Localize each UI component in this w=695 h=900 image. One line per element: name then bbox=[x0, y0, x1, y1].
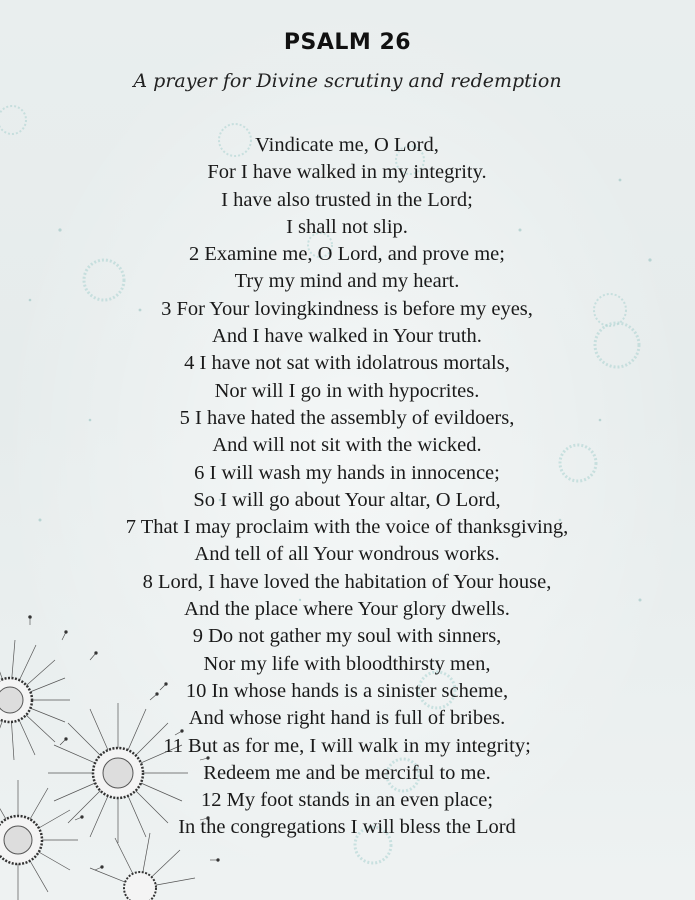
verse-line: Nor will I go in with hypocrites. bbox=[214, 379, 480, 402]
verse-line: So I will go about Your altar, O Lord, bbox=[193, 488, 501, 511]
verse-line: 10 In whose hands is a sinister scheme, bbox=[185, 679, 509, 702]
verse-line: 5 I have hated the assembly of evildoers, bbox=[179, 406, 515, 429]
verse-line: 3 For Your lovingkindness is before my eyes, bbox=[161, 297, 533, 320]
verse-line: Try my mind and my heart. bbox=[234, 270, 460, 293]
verse-line: And will not sit with the wicked. bbox=[212, 434, 482, 457]
verse-line: For I have walked in my integrity. bbox=[207, 161, 487, 184]
verse-line: Nor my life with bloodthirsty men, bbox=[203, 652, 491, 675]
verse-line: 6 I will wash my hands in innocence; bbox=[194, 461, 500, 484]
verse-line: Vindicate me, O Lord, bbox=[255, 134, 439, 156]
verse-line: 2 Examine me, O Lord, and prove me; bbox=[189, 243, 505, 266]
verse-line: Redeem me and be merciful to me. bbox=[203, 761, 491, 784]
page-title: PSALM 26 bbox=[283, 30, 412, 55]
verse-line: And I have walked in Your truth. bbox=[212, 325, 482, 348]
page-subtitle: A prayer for Divine scrutiny and redemption bbox=[133, 70, 562, 92]
verse-line: And whose right hand is full of bribes. bbox=[188, 707, 506, 730]
verse-line: And the place where Your glory dwells. bbox=[184, 598, 510, 621]
verse-line: I shall not slip. bbox=[286, 215, 408, 238]
verse-line: 8 Lord, I have loved the habitation of Your house, bbox=[142, 570, 552, 593]
verse-line: 7 That I may proclaim with the voice of thanksgiving, bbox=[125, 516, 569, 539]
verse-block bbox=[0, 132, 695, 842]
verse-line: I have also trusted in the Lord; bbox=[221, 188, 473, 211]
verse-line: In the congregations I will bless the Lord bbox=[178, 816, 516, 839]
verse-line: And tell of all Your wondrous works. bbox=[194, 543, 500, 566]
verse-line: 9 Do not gather my soul with sinners, bbox=[192, 625, 502, 648]
verse-line: 4 I have not sat with idolatrous mortals, bbox=[184, 352, 510, 375]
verse-line: 12 My foot stands in an even place; bbox=[200, 789, 494, 812]
verse-line: 11 But as for me, I will walk in my integrity; bbox=[163, 734, 531, 757]
